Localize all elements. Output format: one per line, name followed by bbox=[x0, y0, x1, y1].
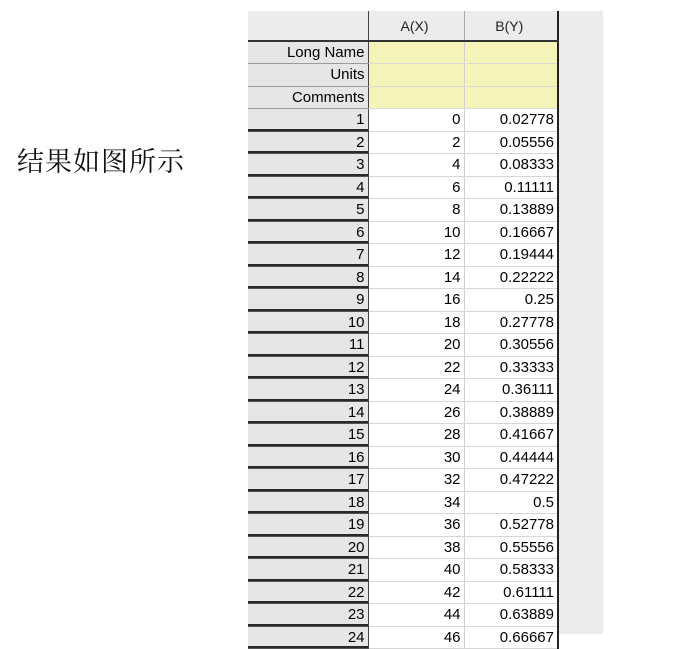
column-header-row bbox=[248, 11, 558, 41]
table-row bbox=[248, 199, 558, 222]
cell-b[interactable]: 0.44444 bbox=[464, 446, 558, 469]
row-number[interactable]: 3 bbox=[248, 154, 368, 177]
cell-b[interactable]: 0.55556 bbox=[464, 536, 558, 559]
meta-row-comments bbox=[248, 86, 558, 109]
table-row bbox=[248, 581, 558, 604]
table-row bbox=[248, 244, 558, 267]
cell-b[interactable]: 0.27778 bbox=[464, 311, 558, 334]
row-number[interactable]: 4 bbox=[248, 176, 368, 199]
cell-a[interactable]: 0 bbox=[368, 109, 464, 132]
meta-row-units bbox=[248, 64, 558, 87]
table-row bbox=[248, 221, 558, 244]
row-number[interactable]: 6 bbox=[248, 221, 368, 244]
table-row bbox=[248, 379, 558, 402]
table-row bbox=[248, 626, 558, 649]
row-number[interactable]: 22 bbox=[248, 581, 368, 604]
cell-b[interactable]: 0.16667 bbox=[464, 221, 558, 244]
table-row bbox=[248, 514, 558, 537]
table-row bbox=[248, 334, 558, 357]
cell-b[interactable]: 0.25 bbox=[464, 289, 558, 312]
table-row bbox=[248, 491, 558, 514]
row-number[interactable]: 20 bbox=[248, 536, 368, 559]
cell-a[interactable]: 12 bbox=[368, 244, 464, 267]
row-number[interactable]: 11 bbox=[248, 334, 368, 357]
cell-b[interactable]: 0.19444 bbox=[464, 244, 558, 267]
cell-a[interactable]: 14 bbox=[368, 266, 464, 289]
table-row bbox=[248, 401, 558, 424]
corner-select-all[interactable] bbox=[248, 11, 368, 41]
row-number[interactable]: 24 bbox=[248, 626, 368, 649]
table-row bbox=[248, 446, 558, 469]
cell-a[interactable]: 18 bbox=[368, 311, 464, 334]
meta-row-long-name bbox=[248, 41, 558, 64]
cell-a[interactable]: 10 bbox=[368, 221, 464, 244]
row-number[interactable]: 1 bbox=[248, 109, 368, 132]
cell-a[interactable]: 36 bbox=[368, 514, 464, 537]
cell-b[interactable]: 0.41667 bbox=[464, 424, 558, 447]
long-name-cell-a[interactable] bbox=[368, 41, 464, 64]
caption-text: 结果如图所示 bbox=[17, 147, 185, 178]
worksheet-body bbox=[248, 41, 558, 649]
row-number[interactable]: 9 bbox=[248, 289, 368, 312]
cell-b[interactable]: 0.05556 bbox=[464, 131, 558, 154]
cell-a[interactable]: 40 bbox=[368, 559, 464, 582]
cell-a[interactable]: 22 bbox=[368, 356, 464, 379]
table-row bbox=[248, 289, 558, 312]
table-row bbox=[248, 536, 558, 559]
meta-label-units[interactable]: Units bbox=[248, 64, 368, 87]
cell-b[interactable]: 0.58333 bbox=[464, 559, 558, 582]
row-number[interactable]: 5 bbox=[248, 199, 368, 222]
row-number[interactable]: 23 bbox=[248, 604, 368, 627]
worksheet bbox=[248, 11, 603, 646]
cell-a[interactable]: 4 bbox=[368, 154, 464, 177]
cell-a[interactable]: 2 bbox=[368, 131, 464, 154]
row-number[interactable]: 14 bbox=[248, 401, 368, 424]
table-row bbox=[248, 604, 558, 627]
row-number[interactable]: 10 bbox=[248, 311, 368, 334]
table-row bbox=[248, 176, 558, 199]
table-row bbox=[248, 424, 558, 447]
cell-a[interactable]: 24 bbox=[368, 379, 464, 402]
cell-b[interactable]: 0.5 bbox=[464, 491, 558, 514]
cell-b[interactable]: 0.22222 bbox=[464, 266, 558, 289]
column-header-b[interactable]: B(Y) bbox=[464, 11, 558, 41]
cell-b[interactable]: 0.66667 bbox=[464, 626, 558, 649]
row-number[interactable]: 7 bbox=[248, 244, 368, 267]
cell-a[interactable]: 38 bbox=[368, 536, 464, 559]
row-number[interactable]: 8 bbox=[248, 266, 368, 289]
cell-b[interactable]: 0.61111 bbox=[464, 581, 558, 604]
cell-b[interactable]: 0.36111 bbox=[464, 379, 558, 402]
cell-b[interactable]: 0.63889 bbox=[464, 604, 558, 627]
cell-a[interactable]: 30 bbox=[368, 446, 464, 469]
comments-cell-a[interactable] bbox=[368, 86, 464, 109]
table-row bbox=[248, 131, 558, 154]
cell-b[interactable]: 0.13889 bbox=[464, 199, 558, 222]
cell-b[interactable]: 0.30556 bbox=[464, 334, 558, 357]
row-number[interactable]: 21 bbox=[248, 559, 368, 582]
cell-b[interactable]: 0.11111 bbox=[464, 176, 558, 199]
table-row bbox=[248, 356, 558, 379]
row-number[interactable]: 16 bbox=[248, 446, 368, 469]
worksheet-grid bbox=[248, 11, 559, 649]
meta-label-comments[interactable]: Comments bbox=[248, 86, 368, 109]
cell-b[interactable]: 0.38889 bbox=[464, 401, 558, 424]
cell-a[interactable]: 20 bbox=[368, 334, 464, 357]
row-number[interactable]: 15 bbox=[248, 424, 368, 447]
cell-b[interactable]: 0.33333 bbox=[464, 356, 558, 379]
row-number[interactable]: 19 bbox=[248, 514, 368, 537]
long-name-cell-b[interactable] bbox=[464, 41, 558, 64]
cell-a[interactable]: 16 bbox=[368, 289, 464, 312]
cell-a[interactable]: 6 bbox=[368, 176, 464, 199]
units-cell-a[interactable] bbox=[368, 64, 464, 87]
row-number[interactable]: 13 bbox=[248, 379, 368, 402]
units-cell-b[interactable] bbox=[464, 64, 558, 87]
cell-b[interactable]: 0.52778 bbox=[464, 514, 558, 537]
row-number[interactable]: 12 bbox=[248, 356, 368, 379]
cell-a[interactable]: 32 bbox=[368, 469, 464, 492]
cell-b[interactable]: 0.47222 bbox=[464, 469, 558, 492]
table-row bbox=[248, 469, 558, 492]
cell-b[interactable]: 0.08333 bbox=[464, 154, 558, 177]
table-row bbox=[248, 109, 558, 132]
table-row bbox=[248, 154, 558, 177]
row-number[interactable]: 17 bbox=[248, 469, 368, 492]
row-number[interactable]: 2 bbox=[248, 131, 368, 154]
meta-label-long-name[interactable]: Long Name bbox=[248, 41, 368, 64]
comments-cell-b[interactable] bbox=[464, 86, 558, 109]
cell-a[interactable]: 42 bbox=[368, 581, 464, 604]
cell-a[interactable]: 44 bbox=[368, 604, 464, 627]
cell-a[interactable]: 46 bbox=[368, 626, 464, 649]
table-row bbox=[248, 559, 558, 582]
table-row bbox=[248, 266, 558, 289]
cell-b[interactable]: 0.02778 bbox=[464, 109, 558, 132]
column-header-a[interactable]: A(X) bbox=[368, 11, 464, 41]
cell-a[interactable]: 28 bbox=[368, 424, 464, 447]
row-number[interactable]: 18 bbox=[248, 491, 368, 514]
cell-a[interactable]: 26 bbox=[368, 401, 464, 424]
cell-a[interactable]: 8 bbox=[368, 199, 464, 222]
table-row bbox=[248, 311, 558, 334]
cell-a[interactable]: 34 bbox=[368, 491, 464, 514]
